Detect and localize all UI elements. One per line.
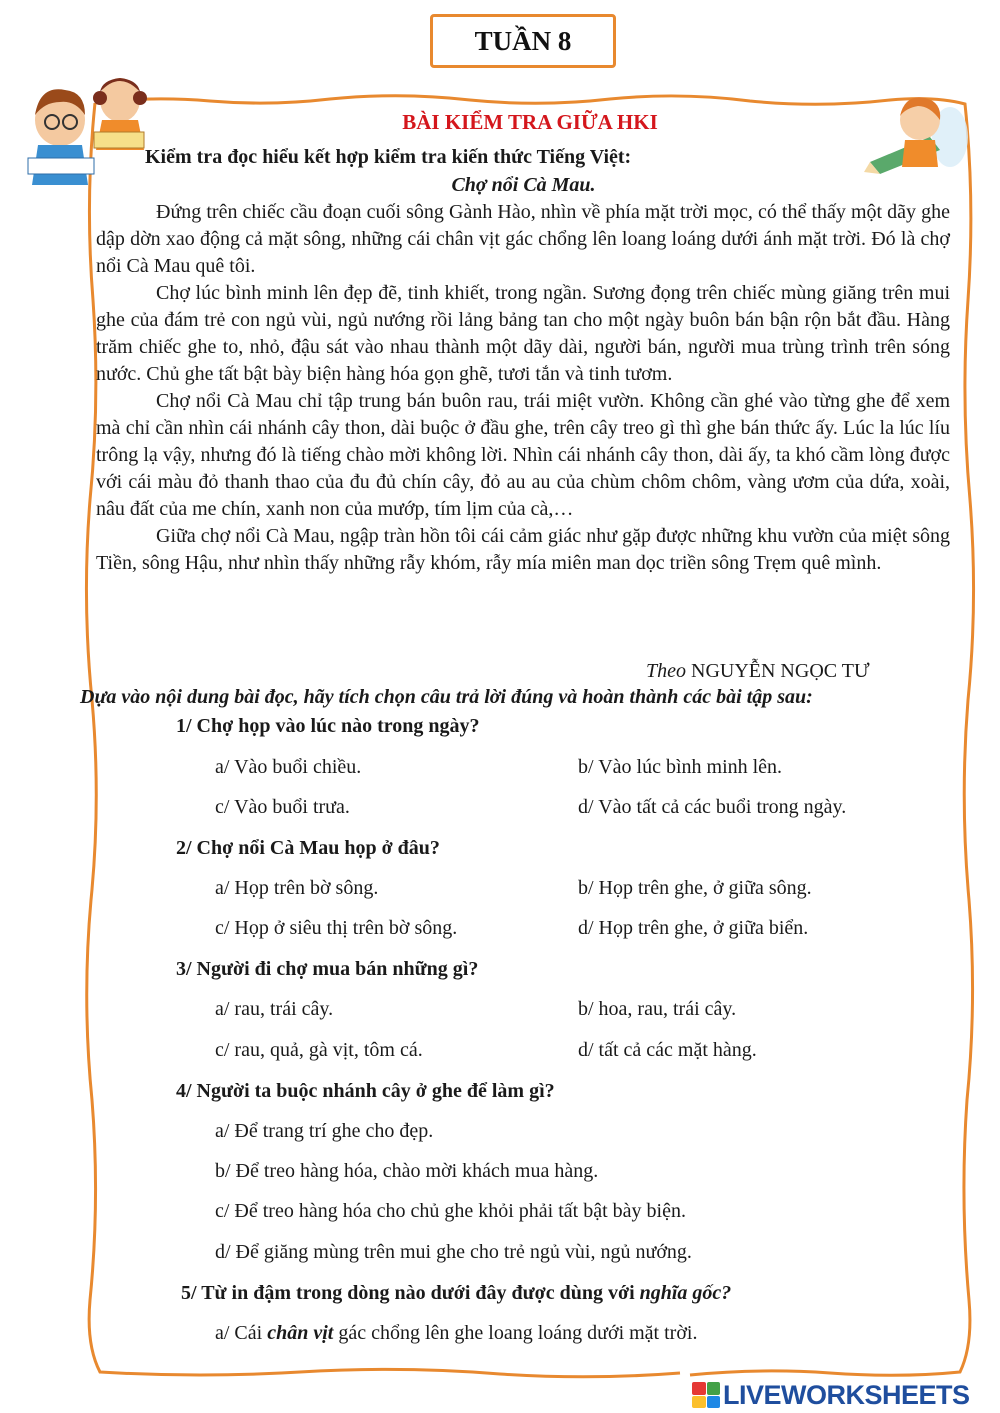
question-1: 1/ Chợ họp vào lúc nào trong ngày? bbox=[176, 715, 480, 737]
instruction-text: Dựa vào nội dung bài đọc, hãy tích chọn câu trả lời đúng và hoàn thành các bài tập sau: bbox=[80, 686, 813, 708]
passage-paragraph-2: Chợ lúc bình minh lên đẹp đẽ, tinh khiết, trong ngần. Sương đọng trên chiếc mùng giăng trên mui ghe của đám trẻ con ngủ vùi, ngủ nướng rồi lảng bảng tan cho một ngày buôn bán bận rộn bắt đầu. Hàng trăm chiếc ghe to, nhỏ, đậu sát vào nhau thành một dãy dài, người bán, người mua trùng trình trên sóng nước. Chủ ghe tất bật bày biện hàng hóa gọn ghẽ, tươi tắn và tinh tươm. bbox=[96, 282, 950, 385]
question-5-emphasis: nghĩa gốc? bbox=[639, 1282, 732, 1304]
question-3: 3/ Người đi chợ mua bán những gì? bbox=[176, 958, 479, 980]
q5-option-a[interactable] bbox=[215, 1322, 697, 1345]
q4-option-c[interactable]: c/ Để treo hàng hóa cho chủ ghe khỏi phải tất bật bày biện. bbox=[215, 1200, 686, 1222]
logo-text: LIVEWORKSHEETS bbox=[723, 1379, 970, 1410]
question-5 bbox=[181, 1282, 731, 1305]
q2-option-d[interactable]: d/ Họp trên ghe, ở giữa biển. bbox=[578, 917, 809, 939]
q3-option-c[interactable]: c/ rau, quả, gà vịt, tôm cá. bbox=[215, 1039, 423, 1061]
reading-passage bbox=[96, 199, 950, 577]
q3-option-a[interactable]: a/ rau, trái cây. bbox=[215, 998, 334, 1020]
q4-option-d[interactable]: d/ Để giăng mùng trên mui ghe cho trẻ ngủ vùi, ngủ nướng. bbox=[215, 1241, 692, 1263]
passage-paragraph-3: Chợ nổi Cà Mau chỉ tập trung bán buôn rau, trái miệt vườn. Không cần ghé vào từng ghe để xem mà chỉ cần nhìn cái nhánh cây thon, dài buộc ở đầu ghe, trên cây treo gì thì ghe bán thức ấy. Lúc la lúc líu trông lạ vậy, nhưng đó là tiếng chào mời không lời. Nhìn cái nhánh cây thon, dài ấy, ta khó cầm lòng được với cái màu đỏ thanh thao của đu đủ chín cây, đỏ au au của chùm chôm chôm, vàng ươm của dứa, xoài, nâu đất của me chín, xanh non của mướp, tím lịm của cà,… bbox=[96, 390, 950, 520]
q4-option-b[interactable]: b/ Để treo hàng hóa, chào mời khách mua hàng. bbox=[215, 1160, 599, 1182]
source-prefix: Theo bbox=[646, 660, 686, 682]
logo-badge-icon bbox=[692, 1382, 720, 1408]
passage-title: Chợ nổi Cà Mau. bbox=[451, 174, 596, 196]
q1-option-c[interactable]: c/ Vào buổi trưa. bbox=[215, 796, 350, 818]
q2-option-a[interactable]: a/ Họp trên bờ sông. bbox=[215, 877, 379, 899]
source-author: NGUYỄN NGỌC TƯ bbox=[691, 660, 870, 682]
q1-option-b[interactable]: b/ Vào lúc bình minh lên. bbox=[578, 756, 783, 778]
question-5-text: 5/ Từ in đậm trong dòng nào dưới đây được dùng với bbox=[181, 1282, 640, 1304]
week-label: TUẦN 8 bbox=[474, 25, 572, 56]
passage-paragraph-1: Đứng trên chiếc cầu đoạn cuối sông Gành Hào, nhìn về phía mặt trời mọc, có thể thấy một dãy ghe dập dờn xao động cả mặt sông, những cái chân vịt gác chổng lên loang loáng dưới ánh mặt trời. Đó là chợ nổi Cà Mau quê tôi. bbox=[96, 201, 950, 277]
q4-option-a[interactable]: a/ Để trang trí ghe cho đẹp. bbox=[215, 1120, 434, 1142]
q5-option-a-bold-word: chân vịt bbox=[267, 1322, 334, 1344]
liveworksheets-logo[interactable] bbox=[692, 1380, 970, 1410]
passage-paragraph-4: Giữa chợ nổi Cà Mau, ngập tràn hồn tôi cái cảm giác như gặp được những khu vườn của miệt sông Tiền, sông Hậu, như nhìn thấy những rẫy khóm, rẫy mía miên man dọc triền sông Trẹm quê mình. bbox=[96, 525, 950, 574]
passage-source bbox=[646, 660, 869, 683]
section-heading: Kiểm tra đọc hiểu kết hợp kiểm tra kiến thức Tiếng Việt: bbox=[145, 146, 632, 168]
q3-option-d[interactable]: d/ tất cả các mặt hàng. bbox=[578, 1039, 757, 1061]
question-2: 2/ Chợ nổi Cà Mau họp ở đâu? bbox=[176, 837, 440, 859]
test-title: BÀI KIỂM TRA GIỮA HKI bbox=[402, 110, 658, 134]
q5-option-a-suffix: gác chổng lên ghe loang loáng dưới mặt trời. bbox=[333, 1322, 698, 1344]
q1-option-a[interactable]: a/ Vào buổi chiều. bbox=[215, 756, 362, 778]
q3-option-b[interactable]: b/ hoa, rau, trái cây. bbox=[578, 998, 737, 1020]
fairy-kid-illustration bbox=[860, 92, 975, 180]
q5-option-a-prefix: a/ Cái bbox=[215, 1322, 268, 1344]
q2-option-c[interactable]: c/ Họp ở siêu thị trên bờ sông. bbox=[215, 917, 458, 939]
q1-option-d[interactable]: d/ Vào tất cả các buổi trong ngày. bbox=[578, 796, 847, 818]
question-4: 4/ Người ta buộc nhánh cây ở ghe để làm gì? bbox=[176, 1080, 555, 1102]
q2-option-b[interactable]: b/ Họp trên ghe, ở giữa sông. bbox=[578, 877, 812, 899]
